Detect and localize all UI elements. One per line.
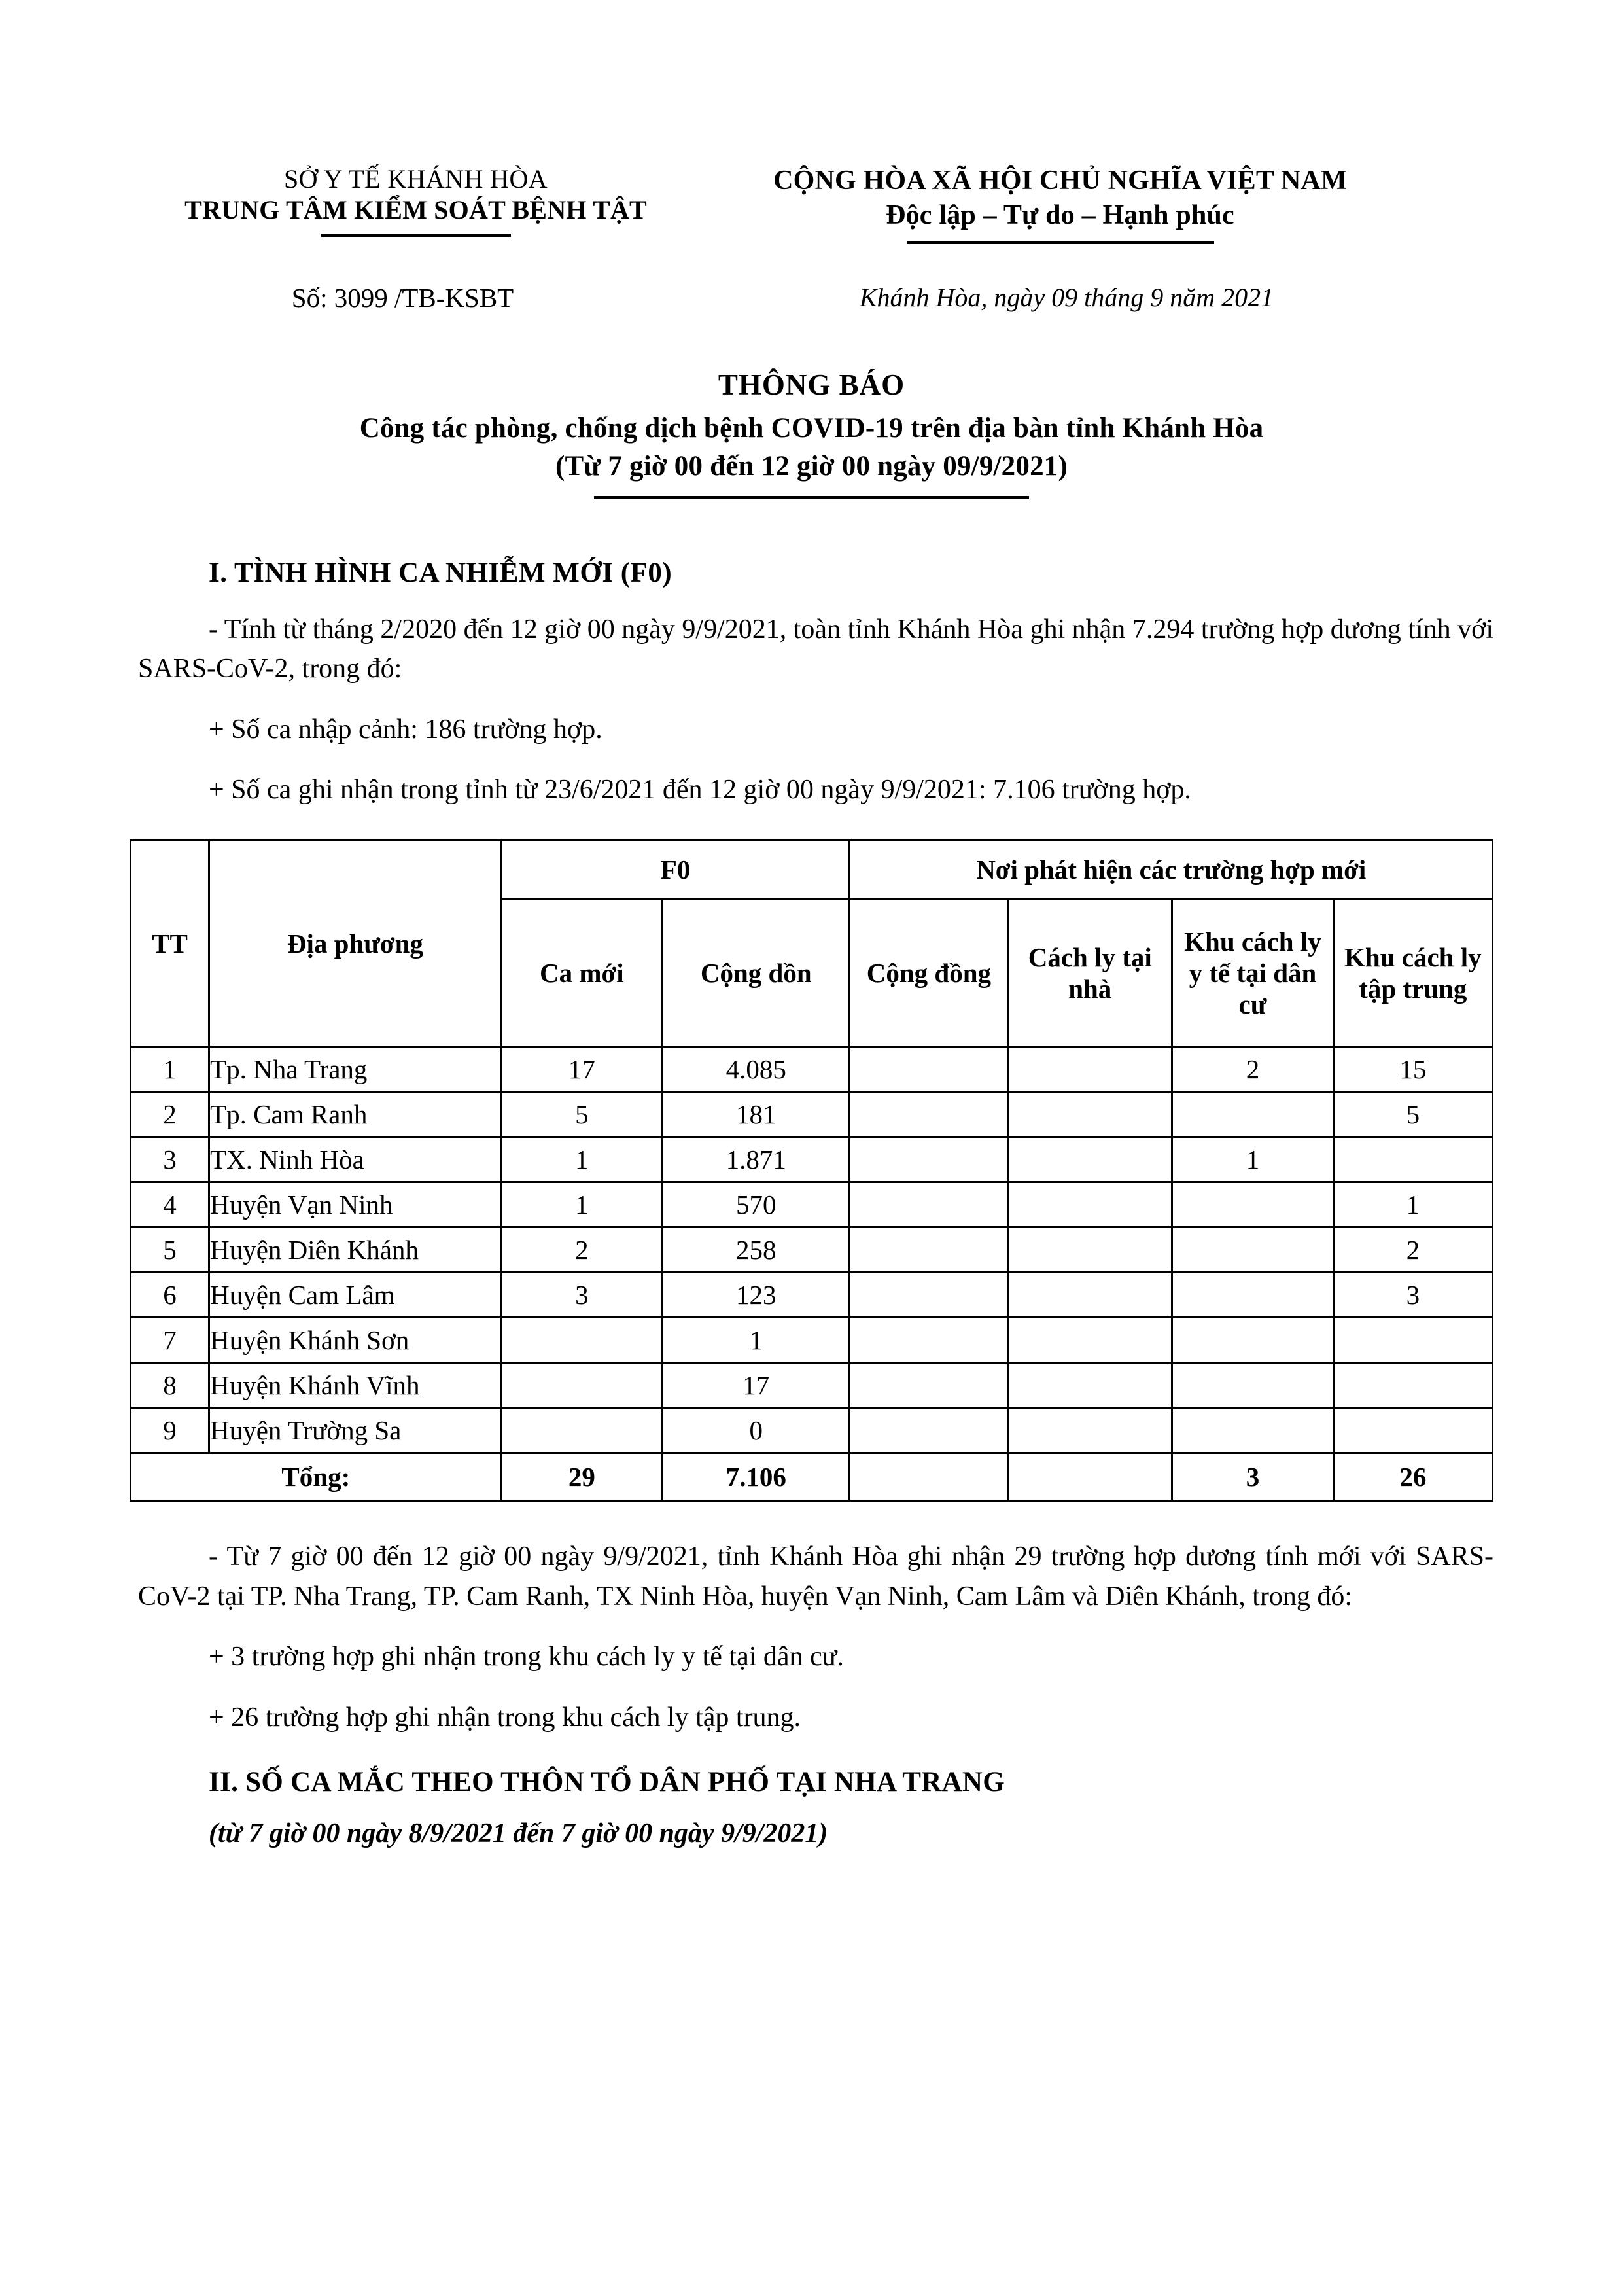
row-home-quarantine [1008, 1363, 1172, 1408]
row-new-cases [501, 1363, 662, 1408]
row-new-cases: 2 [501, 1227, 662, 1273]
row-new-cases: 3 [501, 1273, 662, 1318]
row-tt: 9 [131, 1408, 209, 1453]
row-locality: Huyện Khánh Vĩnh [209, 1363, 502, 1408]
th-cumulative: Cộng dồn [663, 899, 850, 1047]
table-row [131, 1047, 1493, 1092]
issuing-department: SỞ Y TẾ KHÁNH HÒA [283, 164, 548, 194]
row-locality: Huyện Khánh Sơn [209, 1318, 502, 1363]
row-tt: 3 [131, 1137, 209, 1182]
issuing-center: TRUNG TÂM KIỂM SOÁT BỆNH TẬT [184, 195, 647, 225]
row-medical-quarantine-residential [1172, 1363, 1333, 1408]
row-new-cases: 1 [501, 1182, 662, 1227]
row-new-cases [501, 1318, 662, 1363]
total-new-cases: 29 [501, 1453, 662, 1501]
row-home-quarantine [1008, 1273, 1172, 1318]
row-community [850, 1273, 1008, 1318]
row-central-quarantine: 5 [1333, 1092, 1492, 1137]
title-block [125, 313, 1499, 499]
row-central-quarantine: 1 [1333, 1182, 1492, 1227]
national-title: CỘNG HÒA XÃ HỘI CHỦ NGHĨA VIỆT NAM [773, 166, 1347, 196]
letterhead-right-rule [907, 241, 1214, 244]
th-community: Cộng đồng [850, 899, 1008, 1047]
section-2-heading: II. SỐ CA MẮC THEO THÔN TỔ DÂN PHỐ TẠI NHA TRANG [209, 1767, 1005, 1798]
row-new-cases [501, 1408, 662, 1453]
row-cumulative: 258 [663, 1227, 850, 1273]
section-1-paragraph-after-3: + 26 trường hợp ghi nhận trong khu cách ly tập trung. [209, 1702, 801, 1733]
document-meta-line [125, 244, 1499, 313]
row-locality: TX. Ninh Hòa [209, 1137, 502, 1182]
table-row [131, 1182, 1493, 1227]
total-cumulative: 7.106 [663, 1453, 850, 1501]
row-cumulative: 17 [663, 1363, 850, 1408]
row-medical-quarantine-residential [1172, 1092, 1333, 1137]
row-locality: Huyện Diên Khánh [209, 1227, 502, 1273]
table-row [131, 1273, 1493, 1318]
row-medical-quarantine-residential [1172, 1273, 1333, 1318]
section-1-paragraph-1: - Tính từ tháng 2/2020 đến 12 giờ 00 ngày 9/9/2021, toàn tỉnh Khánh Hòa ghi nhận 7.294 trường hợp dương tính với SARS-CoV-2, trong đó: [138, 614, 1493, 684]
letterhead-left [125, 164, 648, 244]
total-medical-quarantine-residential: 3 [1172, 1453, 1333, 1501]
row-cumulative: 570 [663, 1182, 850, 1227]
table-row [131, 1227, 1493, 1273]
row-cumulative: 123 [663, 1273, 850, 1318]
title-subtitle: Công tác phòng, chống dịch bệnh COVID-19 trên địa bàn tỉnh Khánh Hòa [359, 412, 1264, 444]
row-new-cases: 1 [501, 1137, 662, 1182]
row-new-cases: 17 [501, 1047, 662, 1092]
place-and-date: Khánh Hòa, ngày 09 tháng 9 năm 2021 [859, 283, 1274, 312]
row-central-quarantine [1333, 1363, 1492, 1408]
row-home-quarantine [1008, 1318, 1172, 1363]
row-central-quarantine [1333, 1408, 1492, 1453]
row-medical-quarantine-residential [1172, 1318, 1333, 1363]
th-central-quarantine: Khu cách ly tập trung [1333, 899, 1492, 1047]
total-home-quarantine [1008, 1453, 1172, 1501]
document-body-after-table [130, 1537, 1493, 1849]
table-footer [131, 1453, 1493, 1501]
total-community [850, 1453, 1008, 1501]
row-cumulative: 1 [663, 1318, 850, 1363]
document-body [130, 557, 1493, 810]
row-tt: 4 [131, 1182, 209, 1227]
row-tt: 5 [131, 1227, 209, 1273]
th-group-detection-place: Nơi phát hiện các trường hợp mới [850, 841, 1493, 899]
table-row [131, 1363, 1493, 1408]
row-home-quarantine [1008, 1227, 1172, 1273]
table-body [131, 1047, 1493, 1453]
section-1-paragraph-after-1: - Từ 7 giờ 00 đến 12 giờ 00 ngày 9/9/2021, tỉnh Khánh Hòa ghi nhận 29 trường hợp dương tính mới với SARS-CoV-2 tại TP. Nha Trang, TP. Cam Ranh, TX Ninh Hòa, huyện Vạn Ninh, Cam Lâm và Diên Khánh, trong đó: [138, 1542, 1493, 1612]
document-number: Số: 3099 /TB-KSBT [291, 283, 514, 313]
row-locality: Tp. Nha Trang [209, 1047, 502, 1092]
row-community [850, 1182, 1008, 1227]
th-group-f0: F0 [501, 841, 850, 899]
th-locality: Địa phương [209, 841, 502, 1047]
letterhead-left-rule [321, 234, 511, 237]
row-central-quarantine [1333, 1137, 1492, 1182]
row-locality: Tp. Cam Ranh [209, 1092, 502, 1137]
section-1-heading: I. TÌNH HÌNH CA NHIỄM MỚI (F0) [209, 557, 672, 588]
row-medical-quarantine-residential [1172, 1227, 1333, 1273]
row-new-cases: 5 [501, 1092, 662, 1137]
row-community [850, 1408, 1008, 1453]
row-central-quarantine: 15 [1333, 1047, 1492, 1092]
table-header-row-group [131, 841, 1493, 899]
table-row [131, 1408, 1493, 1453]
row-central-quarantine: 2 [1333, 1227, 1492, 1273]
row-home-quarantine [1008, 1047, 1172, 1092]
row-home-quarantine [1008, 1182, 1172, 1227]
section-2-subheading: (từ 7 giờ 00 ngày 8/9/2021 đến 7 giờ 00 ngày 9/9/2021) [209, 1818, 828, 1849]
row-cumulative: 181 [663, 1092, 850, 1137]
row-community [850, 1137, 1008, 1182]
row-home-quarantine [1008, 1092, 1172, 1137]
total-label: Tổng: [131, 1453, 502, 1501]
row-home-quarantine [1008, 1137, 1172, 1182]
row-medical-quarantine-residential: 2 [1172, 1047, 1333, 1092]
row-medical-quarantine-residential [1172, 1182, 1333, 1227]
row-tt: 1 [131, 1047, 209, 1092]
row-medical-quarantine-residential [1172, 1408, 1333, 1453]
row-home-quarantine [1008, 1408, 1172, 1453]
section-1-paragraph-2: + Số ca nhập cảnh: 186 trường hợp. [209, 714, 602, 745]
row-central-quarantine [1333, 1318, 1492, 1363]
letterhead-right [648, 164, 1499, 244]
th-home-quarantine: Cách ly tại nhà [1008, 899, 1172, 1047]
row-locality: Huyện Cam Lâm [209, 1273, 502, 1318]
row-tt: 2 [131, 1092, 209, 1137]
th-new-cases: Ca mới [501, 899, 662, 1047]
row-cumulative: 1.871 [663, 1137, 850, 1182]
page-title: THÔNG BÁO [718, 368, 905, 401]
th-medical-quarantine-residential: Khu cách ly y tế tại dân cư [1172, 899, 1333, 1047]
f0-table-wrapper [130, 809, 1493, 1502]
section-1-paragraph-3: + Số ca ghi nhận trong tỉnh từ 23/6/2021 đến 12 giờ 00 ngày 9/9/2021: 7.106 trường hợp. [209, 775, 1191, 805]
row-medical-quarantine-residential: 1 [1172, 1137, 1333, 1182]
letterhead [125, 0, 1499, 244]
row-community [850, 1363, 1008, 1408]
row-community [850, 1047, 1008, 1092]
table-total-row [131, 1453, 1493, 1501]
row-cumulative: 0 [663, 1408, 850, 1453]
title-rule [594, 496, 1029, 499]
row-tt: 8 [131, 1363, 209, 1408]
section-1-paragraph-after-2: + 3 trường hợp ghi nhận trong khu cách ly y tế tại dân cư. [209, 1642, 844, 1672]
row-tt: 7 [131, 1318, 209, 1363]
th-tt: TT [131, 841, 209, 1047]
title-date-range: (Từ 7 giờ 00 đến 12 giờ 00 ngày 09/9/2021) [555, 450, 1068, 482]
national-motto: Độc lập – Tự do – Hạnh phúc [886, 200, 1234, 230]
row-community [850, 1092, 1008, 1137]
row-central-quarantine: 3 [1333, 1273, 1492, 1318]
row-community [850, 1227, 1008, 1273]
table-row [131, 1092, 1493, 1137]
f0-statistics-table [130, 839, 1493, 1502]
row-locality: Huyện Trường Sa [209, 1408, 502, 1453]
row-tt: 6 [131, 1273, 209, 1318]
row-community [850, 1318, 1008, 1363]
total-central-quarantine: 26 [1333, 1453, 1492, 1501]
row-locality: Huyện Vạn Ninh [209, 1182, 502, 1227]
table-row [131, 1137, 1493, 1182]
table-row [131, 1318, 1493, 1363]
row-cumulative: 4.085 [663, 1047, 850, 1092]
